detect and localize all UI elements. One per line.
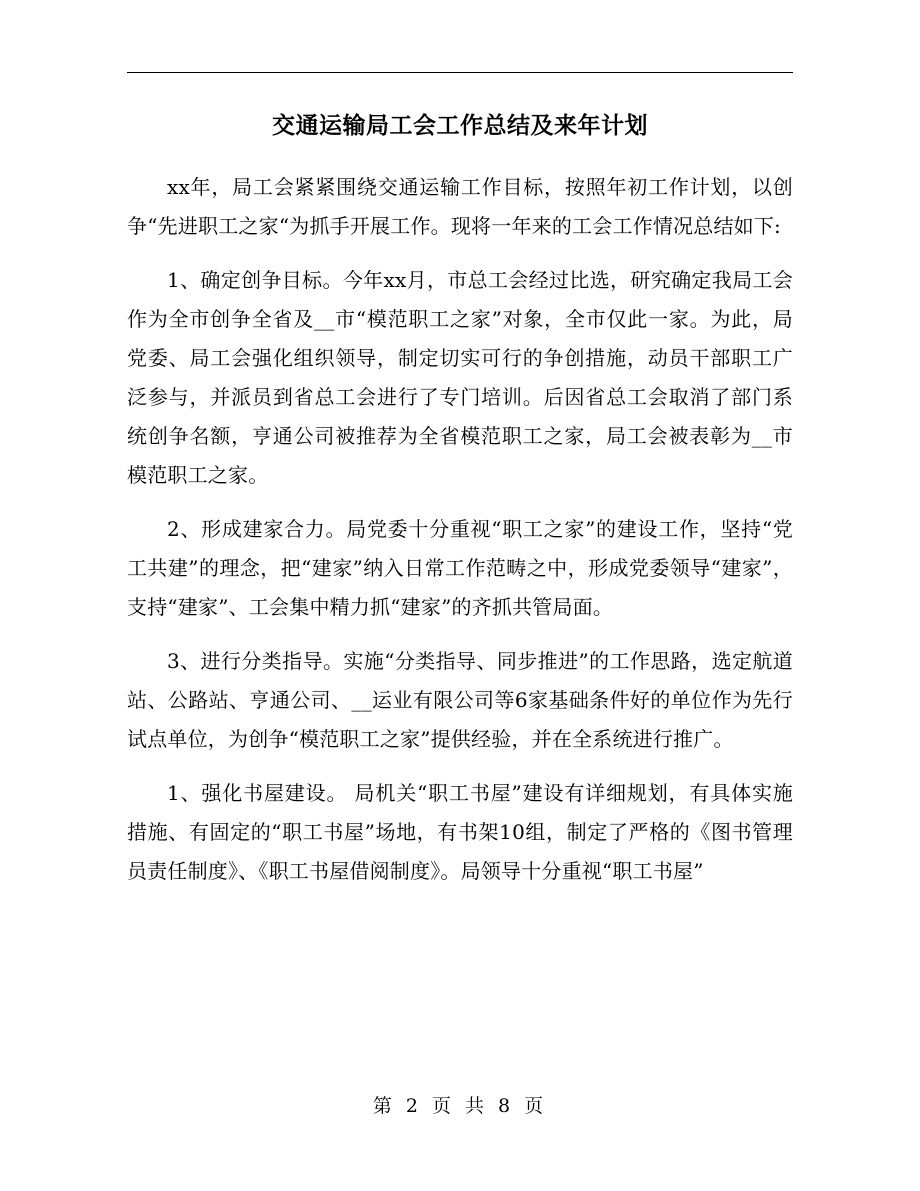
document-body — [127, 168, 793, 906]
paragraph-item-2: 2、形成建家合力。局党委十分重视“职工之家”的建设工作，坚持“党工共建”的理念，把“建家”纳入日常工作范畴之中，形成党委领导“建家”，支持“建家”、工会集中精力抓“建家”的齐抓共管局面。 — [127, 517, 793, 619]
paragraph-item-1: 1、确定创争目标。今年xx月，市总工会经过比选，研究确定我局工会作为全市创争全省及__市“模范职工之家”对象，全市仅此一家。为此，局党委、局工会强化组织领导，制定切实可行的争创措施，动员干部职工广泛参与，并派员到省总工会进行了专门培训。后因省总工会取消了部门系统创争名额，亨通公司被推荐为全省模范职工之家，局工会被表彰为__市模范职工之家。 — [127, 268, 793, 487]
paragraph-item-3: 3、进行分类指导。实施“分类指导、同步推进”的工作思路，选定航道站、公路站、亨通公司、__运业有限公司等6家基础条件好的单位作为先行试点单位，为创争“模范职工之家”提供经验，并在全系统进行推广。 — [127, 649, 793, 751]
paragraph-intro: xx年，局工会紧紧围绕交通运输工作目标，按照年初工作计划，以创争“先进职工之家“为抓手开展工作。现将一年来的工会工作情况总结如下: — [127, 175, 793, 238]
paragraph-book-house: 1、强化书屋建设。 局机关“职工书屋”建设有详细规划，有具体实施措施、有固定的“职工书屋”场地，有书架10组，制定了严格的《图书管理员责任制度》、《职工书屋借阅制度》。局领导十分重视“职工书屋” — [127, 781, 793, 883]
page-number: 第 2 页 共 8 页 — [372, 1095, 548, 1117]
header-rule — [127, 72, 793, 73]
document-title: 交通运输局工会工作总结及来年计划 — [272, 112, 648, 139]
